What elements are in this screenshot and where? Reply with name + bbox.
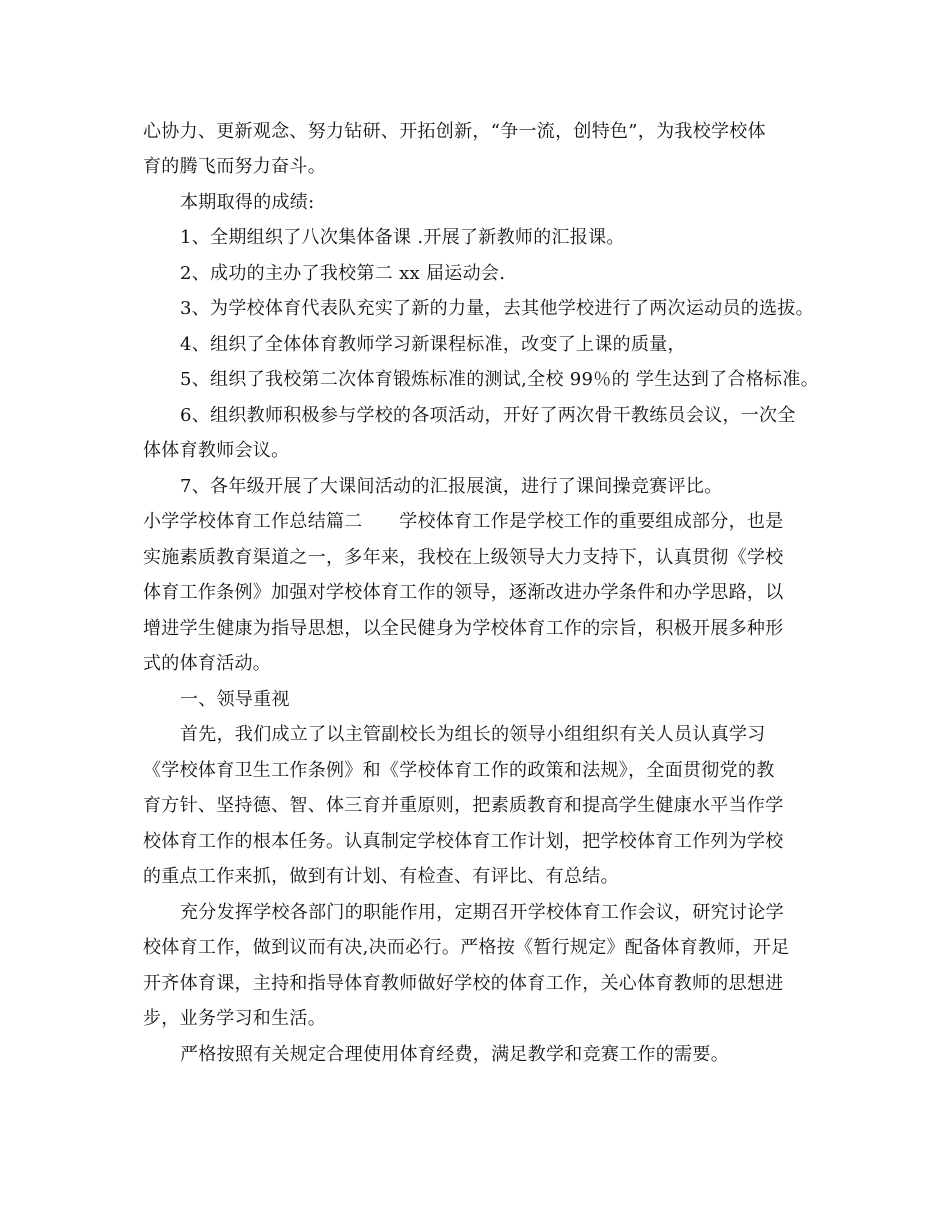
text-line-22: 的重点工作来抓，做到有计划、有检查、有评比、有总结。	[143, 866, 619, 887]
text-line-18: 首先，我们成立了以主管副校长为组长的领导小组组织有关人员认真学习	[180, 724, 766, 745]
text-line-10: 体体育教师会议。	[143, 440, 290, 461]
text-line-3: 本期取得的成绩:	[180, 192, 315, 213]
text-line-26: 步，业务学习和生活。	[143, 1008, 326, 1029]
text-line-2: 育的腾飞而努力奋斗。	[143, 156, 326, 177]
text-line-23: 充分发挥学校各部门的职能作用，定期召开学校体育工作会议，研究讨论学	[180, 902, 784, 923]
text-line-14: 体育工作条例》加强对学校体育工作的领导，逐渐改进办学条件和办学思路，以	[143, 582, 784, 603]
text-line-8: 5、组织了我校第二次体育锻炼标准的测试,全校 99％的 学生达到了合格标准。	[180, 369, 819, 390]
text-line-15: 增进学生健康为指导思想，以全民健身为学校体育工作的宗旨，积极开展多种形	[143, 618, 784, 639]
text-line-17: 一、领导重视	[180, 689, 290, 710]
text-line-12: 小学学校体育工作总结篇二 学校体育工作是学校工作的重要组成部分，也是	[143, 511, 784, 532]
text-line-21: 校体育工作的根本任务。认真制定学校体育工作计划，把学校体育工作列为学校	[143, 831, 784, 852]
text-line-11: 7、各年级开展了大课间活动的汇报展演，进行了课间操竞赛评比。	[180, 476, 723, 497]
text-line-16: 式的体育活动。	[143, 653, 272, 674]
text-line-6: 3、为学校体育代表队充实了新的力量，去其他学校进行了两次运动员的选拔。	[180, 298, 814, 319]
text-line-9: 6、组织教师积极参与学校的各项活动，开好了两次骨干教练员会议，一次全	[180, 405, 796, 426]
text-line-20: 育方针、坚持德、智、体三育并重原则，把素质教育和提高学生健康水平当作学	[143, 795, 784, 816]
text-line-27: 严格按照有关规定合理使用体育经费，满足教学和竞赛工作的需要。	[180, 1044, 729, 1065]
text-line-7: 4、组织了全体体育教师学习新课程标准，改变了上课的质量，	[180, 334, 686, 355]
text-line-25: 开齐体育课，主持和指导体育教师做好学校的体育工作，关心体育教师的思想进	[143, 973, 784, 994]
text-line-13: 实施素质教育渠道之一，多年来，我校在上级领导大力支持下，认真贯彻《学校	[143, 547, 784, 568]
text-line-1: 心协力、更新观念、努力钻研、开拓创新，“争一流，创特色”，为我校学校体	[143, 121, 766, 142]
text-line-24: 校体育工作，做到议而有决,决而必行。严格按《暂行规定》配备体育教师，开足	[143, 937, 790, 958]
text-line-4: 1、全期组织了八次集体备课 .开展了新教师的汇报课。	[180, 227, 625, 248]
text-line-19: 《学校体育卫生工作条例》和《学校体育工作的政策和法规》，全面贯彻党的教	[143, 760, 775, 781]
text-line-5: 2、成功的主办了我校第二 xx 届运动会.	[180, 263, 506, 284]
